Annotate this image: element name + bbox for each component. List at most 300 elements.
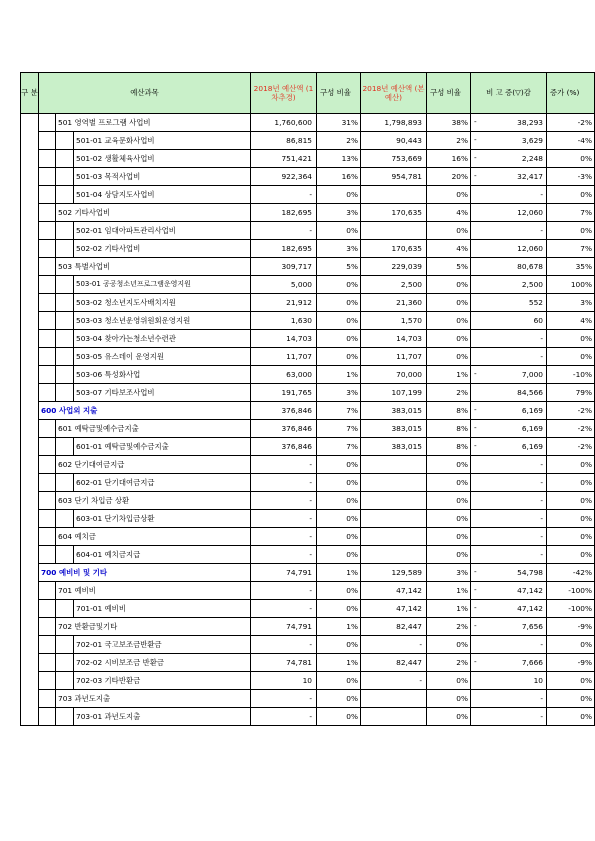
change-pct: 0%	[547, 528, 595, 546]
item-label: 영역별 프로그램 사업비	[74, 117, 151, 127]
budget-main: 14,703	[361, 330, 427, 348]
ratio-main: 0%	[427, 348, 471, 366]
budget-sheet	[20, 72, 595, 726]
diff-amount: 84,566	[517, 387, 543, 397]
indent-cell	[56, 312, 74, 330]
budget-supplementary: 182,695	[251, 204, 317, 222]
diff-amount: 10	[533, 675, 543, 685]
diff-amount: 6,169	[521, 441, 543, 451]
indent-cell	[39, 150, 56, 168]
indent-cell	[39, 510, 56, 528]
diff-value	[471, 150, 547, 168]
diff-amount: 12,060	[517, 243, 543, 253]
diff-value	[471, 168, 547, 186]
budget-supplementary: 10	[251, 672, 317, 690]
indent-cell	[39, 312, 56, 330]
change-pct: -2%	[547, 114, 595, 132]
diff-amount: -	[540, 513, 543, 523]
diff-amount: -	[540, 531, 543, 541]
diff-amount: -	[540, 351, 543, 361]
ratio-main: 1%	[427, 582, 471, 600]
negative-sign: -	[474, 135, 477, 144]
item-code: 501-03	[76, 171, 103, 181]
indent-cell	[39, 384, 56, 402]
change-pct: 0%	[547, 330, 595, 348]
budget-main: 753,669	[361, 150, 427, 168]
item-label: 기타사업비	[74, 207, 111, 217]
change-pct: -3%	[547, 168, 595, 186]
ratio-supplementary: 0%	[317, 276, 361, 294]
diff-value	[471, 618, 547, 636]
diff-value	[471, 564, 547, 582]
table-row	[21, 222, 595, 240]
budget-main: 1,798,893	[361, 114, 427, 132]
diff-value	[471, 636, 547, 654]
indent-cell	[39, 708, 56, 726]
header-ratio-1: 구성 비율	[317, 73, 361, 114]
change-pct: -9%	[547, 654, 595, 672]
budget-main: 82,447	[361, 618, 427, 636]
indent-cell	[56, 276, 74, 294]
budget-supplementary: 376,846	[251, 420, 317, 438]
table-row	[21, 438, 595, 456]
table-header-row	[21, 73, 595, 114]
diff-amount: 38,293	[517, 117, 543, 127]
indent-cell	[39, 348, 56, 366]
item-label: 단기 차입금 상환	[74, 495, 130, 505]
indent-cell	[56, 672, 74, 690]
ratio-supplementary: 1%	[317, 618, 361, 636]
table-row	[21, 636, 595, 654]
item-code: 503	[58, 261, 73, 271]
item-name	[74, 546, 251, 564]
budget-main	[361, 690, 427, 708]
table-row	[21, 492, 595, 510]
budget-main: 82,447	[361, 654, 427, 672]
item-label: 청소년운영위원회운영지원	[104, 315, 191, 325]
table-row	[21, 456, 595, 474]
budget-main: 47,142	[361, 600, 427, 618]
indent-cell	[56, 150, 74, 168]
diff-value	[471, 582, 547, 600]
diff-value	[471, 204, 547, 222]
item-code: 702	[58, 621, 73, 631]
negative-sign: -	[474, 657, 477, 666]
item-name	[56, 114, 251, 132]
diff-value	[471, 600, 547, 618]
item-label: 예탁금및예수금지출	[104, 441, 169, 451]
ratio-supplementary: 0%	[317, 456, 361, 474]
table-row	[21, 600, 595, 618]
ratio-supplementary: 7%	[317, 420, 361, 438]
table-row	[21, 186, 595, 204]
budget-main: 1,570	[361, 312, 427, 330]
budget-main: 2,500	[361, 276, 427, 294]
item-name	[74, 150, 251, 168]
item-name	[56, 258, 251, 276]
ratio-supplementary: 1%	[317, 366, 361, 384]
header-budget-2018-supplementary: 2018년 예산액 (1차추경)	[251, 73, 317, 114]
diff-value	[471, 438, 547, 456]
indent-cell	[56, 330, 74, 348]
table-row	[21, 582, 595, 600]
table-row	[21, 402, 595, 420]
budget-main: 21,360	[361, 294, 427, 312]
indent-cell	[39, 690, 56, 708]
ratio-supplementary: 0%	[317, 330, 361, 348]
item-code: 703-01	[76, 711, 103, 721]
diff-amount: 2,248	[521, 153, 543, 163]
item-code: 503-05	[76, 351, 103, 361]
item-label: 유스데이 운영지원	[104, 351, 165, 361]
change-pct: 0%	[547, 708, 595, 726]
table-row	[21, 618, 595, 636]
indent-cell	[39, 528, 56, 546]
item-code: 604-01	[76, 549, 103, 559]
indent-cell	[39, 132, 56, 150]
indent-cell	[39, 492, 56, 510]
item-name	[56, 582, 251, 600]
item-name	[74, 186, 251, 204]
item-code: 701	[58, 585, 73, 595]
indent-cell	[39, 672, 56, 690]
item-code: 702-03	[76, 675, 103, 685]
indent-cell	[39, 636, 56, 654]
ratio-main: 1%	[427, 600, 471, 618]
diff-amount: -	[540, 549, 543, 559]
ratio-supplementary: 0%	[317, 528, 361, 546]
diff-value	[471, 294, 547, 312]
budget-supplementary: 376,846	[251, 438, 317, 456]
negative-sign: -	[474, 369, 477, 378]
indent-cell	[39, 330, 56, 348]
budget-supplementary: 1,630	[251, 312, 317, 330]
change-pct: 100%	[547, 276, 595, 294]
item-name	[39, 564, 251, 582]
ratio-main: 0%	[427, 294, 471, 312]
item-name	[56, 456, 251, 474]
budget-main: 170,635	[361, 240, 427, 258]
header-item: 예산과목	[39, 73, 251, 114]
diff-amount: 54,798	[517, 567, 543, 577]
change-pct: 0%	[547, 186, 595, 204]
item-label: 목적사업비	[104, 171, 141, 181]
diff-value	[471, 546, 547, 564]
item-label: 예치금지급	[104, 549, 141, 559]
ratio-supplementary: 3%	[317, 384, 361, 402]
item-name	[74, 510, 251, 528]
ratio-main: 0%	[427, 636, 471, 654]
diff-value	[471, 420, 547, 438]
indent-cell	[56, 366, 74, 384]
item-name	[74, 348, 251, 366]
ratio-main: 5%	[427, 258, 471, 276]
diff-amount: 7,000	[521, 369, 543, 379]
item-name	[56, 618, 251, 636]
diff-value	[471, 132, 547, 150]
diff-amount: -	[540, 693, 543, 703]
item-name	[74, 672, 251, 690]
ratio-main: 0%	[427, 330, 471, 348]
item-name	[74, 132, 251, 150]
ratio-main: 4%	[427, 204, 471, 222]
ratio-main: 0%	[427, 312, 471, 330]
table-row	[21, 132, 595, 150]
table-row	[21, 276, 595, 294]
diff-amount: 552	[528, 297, 543, 307]
item-name	[74, 312, 251, 330]
item-code: 700	[41, 567, 57, 577]
item-label: 단기대여금지급	[74, 459, 125, 469]
change-pct: -4%	[547, 132, 595, 150]
table-row	[21, 510, 595, 528]
ratio-supplementary: 0%	[317, 312, 361, 330]
diff-amount: 6,169	[521, 423, 543, 433]
item-label: 교육문화사업비	[104, 135, 155, 145]
item-code: 702-01	[76, 639, 103, 649]
negative-sign: -	[474, 117, 477, 126]
item-code: 703	[58, 693, 73, 703]
item-code: 503-04	[76, 333, 103, 343]
table-row	[21, 474, 595, 492]
item-name	[74, 708, 251, 726]
item-name	[74, 600, 251, 618]
item-name	[56, 690, 251, 708]
budget-supplementary: 74,781	[251, 654, 317, 672]
ratio-main: 0%	[427, 186, 471, 204]
indent-cell	[39, 114, 56, 132]
table-row	[21, 366, 595, 384]
indent-cell	[56, 654, 74, 672]
budget-main	[361, 528, 427, 546]
ratio-main: 0%	[427, 708, 471, 726]
item-label: 기타사업비	[104, 243, 141, 253]
budget-main	[361, 708, 427, 726]
change-pct: 0%	[547, 672, 595, 690]
budget-main	[361, 456, 427, 474]
diff-value	[471, 330, 547, 348]
diff-value	[471, 708, 547, 726]
diff-value	[471, 186, 547, 204]
ratio-main: 2%	[427, 384, 471, 402]
diff-amount: -	[540, 333, 543, 343]
diff-amount: 7,656	[521, 621, 543, 631]
indent-cell	[39, 222, 56, 240]
indent-cell	[39, 294, 56, 312]
budget-supplementary: -	[251, 528, 317, 546]
budget-main	[361, 546, 427, 564]
indent-cell	[56, 510, 74, 528]
change-pct: 7%	[547, 204, 595, 222]
budget-main: 383,015	[361, 402, 427, 420]
table-row	[21, 546, 595, 564]
budget-supplementary: 182,695	[251, 240, 317, 258]
ratio-main: 0%	[427, 474, 471, 492]
ratio-supplementary: 5%	[317, 258, 361, 276]
budget-main: 90,443	[361, 132, 427, 150]
diff-value	[471, 402, 547, 420]
item-name	[56, 528, 251, 546]
change-pct: 0%	[547, 690, 595, 708]
diff-value	[471, 384, 547, 402]
change-pct: -2%	[547, 438, 595, 456]
table-row	[21, 204, 595, 222]
item-label: 기타반환금	[104, 675, 141, 685]
item-label: 단기차입금상환	[104, 513, 155, 523]
indent-cell	[39, 276, 56, 294]
ratio-supplementary: 31%	[317, 114, 361, 132]
table-row	[21, 708, 595, 726]
diff-amount: -	[540, 225, 543, 235]
item-name	[74, 636, 251, 654]
budget-supplementary: -	[251, 456, 317, 474]
diff-value	[471, 114, 547, 132]
negative-sign: -	[474, 153, 477, 162]
budget-supplementary: -	[251, 492, 317, 510]
budget-supplementary: -	[251, 690, 317, 708]
item-name	[74, 474, 251, 492]
ratio-supplementary: 0%	[317, 672, 361, 690]
ratio-supplementary: 0%	[317, 222, 361, 240]
indent-cell	[56, 168, 74, 186]
table-row	[21, 258, 595, 276]
item-code: 601-01	[76, 441, 103, 451]
ratio-supplementary: 1%	[317, 654, 361, 672]
item-code: 702-02	[76, 657, 103, 667]
budget-supplementary: 14,703	[251, 330, 317, 348]
item-name	[74, 438, 251, 456]
ratio-supplementary: 0%	[317, 348, 361, 366]
indent-cell	[56, 708, 74, 726]
negative-sign: -	[474, 171, 477, 180]
diff-value	[471, 492, 547, 510]
budget-main: 47,142	[361, 582, 427, 600]
negative-sign: -	[474, 567, 477, 576]
change-pct: -100%	[547, 582, 595, 600]
header-change-pct: 증가 (%)	[547, 73, 595, 114]
item-name	[39, 402, 251, 420]
ratio-main: 8%	[427, 402, 471, 420]
item-label: 과년도지출	[104, 711, 141, 721]
budget-supplementary: 74,791	[251, 618, 317, 636]
indent-cell	[56, 222, 74, 240]
item-name	[74, 366, 251, 384]
budget-supplementary: 922,364	[251, 168, 317, 186]
diff-value	[471, 222, 547, 240]
item-label: 시비보조금 반환금	[104, 657, 165, 667]
ratio-main: 1%	[427, 366, 471, 384]
table-row	[21, 690, 595, 708]
item-name	[74, 654, 251, 672]
diff-amount: 2,500	[521, 279, 543, 289]
indent-cell	[39, 474, 56, 492]
ratio-supplementary: 0%	[317, 474, 361, 492]
change-pct: 0%	[547, 474, 595, 492]
change-pct: 0%	[547, 510, 595, 528]
item-code: 602-01	[76, 477, 103, 487]
budget-main: 954,781	[361, 168, 427, 186]
budget-main	[361, 492, 427, 510]
diff-amount: -	[540, 459, 543, 469]
diff-amount: 47,142	[517, 585, 543, 595]
header-budget-2018-main: 2018년 예산액 (본예산)	[361, 73, 427, 114]
ratio-main: 2%	[427, 132, 471, 150]
change-pct: -100%	[547, 600, 595, 618]
table-row	[21, 330, 595, 348]
diff-value	[471, 474, 547, 492]
item-code: 601	[58, 423, 73, 433]
item-label: 단기대여금지급	[104, 477, 155, 487]
budget-supplementary: 74,791	[251, 564, 317, 582]
budget-main: 129,589	[361, 564, 427, 582]
ratio-supplementary: 7%	[317, 438, 361, 456]
budget-main: 383,015	[361, 438, 427, 456]
item-label: 예탁금및예수금지출	[74, 423, 139, 433]
diff-value	[471, 528, 547, 546]
table-row	[21, 114, 595, 132]
ratio-main: 0%	[427, 528, 471, 546]
item-label: 반환금및기타	[74, 621, 118, 631]
indent-cell	[39, 366, 56, 384]
indent-cell	[56, 636, 74, 654]
item-code: 502-01	[76, 225, 103, 235]
header-gubun: 구 분	[21, 73, 39, 114]
table-row	[21, 312, 595, 330]
budget-supplementary: 376,846	[251, 402, 317, 420]
diff-amount: 80,678	[517, 261, 543, 271]
budget-supplementary: 63,000	[251, 366, 317, 384]
ratio-supplementary: 0%	[317, 582, 361, 600]
ratio-main: 0%	[427, 492, 471, 510]
change-pct: 3%	[547, 294, 595, 312]
item-label: 예비비 및 기타	[59, 567, 107, 577]
change-pct: 0%	[547, 348, 595, 366]
item-label: 예비비	[74, 585, 96, 595]
change-pct: 0%	[547, 222, 595, 240]
diff-amount: -	[540, 189, 543, 199]
budget-main	[361, 474, 427, 492]
item-label: 과년도지출	[74, 693, 111, 703]
budget-supplementary: 309,717	[251, 258, 317, 276]
table-row	[21, 420, 595, 438]
item-code: 701-01	[76, 603, 103, 613]
item-label: 사업외 지출	[59, 405, 98, 415]
item-name	[56, 204, 251, 222]
indent-cell	[39, 456, 56, 474]
diff-value	[471, 510, 547, 528]
item-name	[74, 294, 251, 312]
table-row	[21, 654, 595, 672]
diff-value	[471, 240, 547, 258]
ratio-supplementary: 0%	[317, 546, 361, 564]
header-remark-diff: 비 고 증(▽)감	[471, 73, 547, 114]
item-label: 예비비	[104, 603, 126, 613]
diff-value	[471, 366, 547, 384]
change-pct: -2%	[547, 420, 595, 438]
change-pct: 0%	[547, 492, 595, 510]
item-code: 501	[58, 117, 73, 127]
ratio-main: 0%	[427, 222, 471, 240]
item-code: 603-01	[76, 513, 103, 523]
change-pct: 7%	[547, 240, 595, 258]
budget-table	[20, 72, 595, 726]
ratio-main: 8%	[427, 420, 471, 438]
ratio-main: 0%	[427, 510, 471, 528]
ratio-supplementary: 0%	[317, 186, 361, 204]
ratio-main: 2%	[427, 618, 471, 636]
ratio-supplementary: 13%	[317, 150, 361, 168]
budget-supplementary: 11,707	[251, 348, 317, 366]
